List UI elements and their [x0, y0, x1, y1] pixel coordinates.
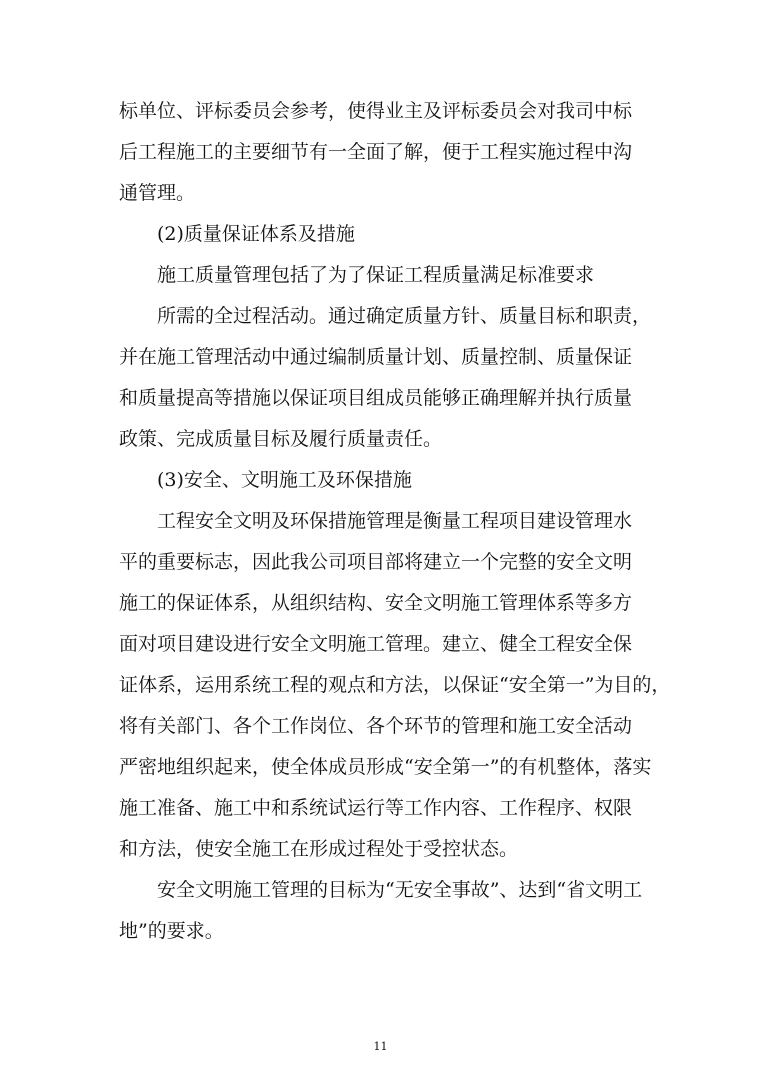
text-line: 后工程施工的主要细节有一全面了解，便于工程实施过程中沟 — [119, 141, 633, 163]
text-line: 和质量提高等措施以保证项目组成员能够正确理解并执行质量 — [119, 387, 633, 409]
text-line: 和方法，使安全施工在形成过程处于受控状态。 — [119, 838, 519, 860]
text-line: 工程安全文明及环保措施管理是衡量工程项目建设管理水 — [157, 510, 633, 532]
section-heading: (3)安全、文明施工及环保措施 — [157, 469, 412, 491]
text-line: 施工准备、施工中和系统试运行等工作内容、工作程序、权限 — [119, 797, 633, 819]
page-number: 11 — [373, 1040, 388, 1053]
text-line: 地”的要求。 — [119, 920, 224, 942]
text-line: 面对项目建设进行安全文明施工管理。建立、健全工程安全保 — [119, 633, 633, 655]
text-line: 严密地组织起来，使全体成员形成“安全第一”的有机整体，落实 — [119, 756, 652, 778]
text-line: 通管理。 — [119, 182, 196, 204]
text-line: 所需的全过程活动。通过确定质量方针、质量目标和职责， — [157, 305, 652, 327]
text-line: 平的重要标志，因此我公司项目部将建立一个完整的安全文明 — [119, 551, 633, 573]
text-line: 施工质量管理包括了为了保证工程质量满足标准要求 — [157, 264, 595, 286]
text-line: 政策、完成质量目标及履行质量责任。 — [119, 428, 443, 450]
section-heading: (2)质量保证体系及措施 — [157, 223, 355, 245]
text-line: 安全文明施工管理的目标为“无安全事故”、达到“省文明工 — [157, 879, 643, 901]
text-line: 证体系，运用系统工程的观点和方法，以保证“安全第一”为目的， — [119, 674, 671, 696]
text-line: 并在施工管理活动中通过编制质量计划、质量控制、质量保证 — [119, 346, 633, 368]
text-line: 施工的保证体系，从组织结构、安全文明施工管理体系等多方 — [119, 592, 633, 614]
text-line: 标单位、评标委员会参考，使得业主及评标委员会对我司中标 — [119, 100, 633, 122]
text-line: 将有关部门、各个工作岗位、各个环节的管理和施工安全活动 — [119, 715, 633, 737]
